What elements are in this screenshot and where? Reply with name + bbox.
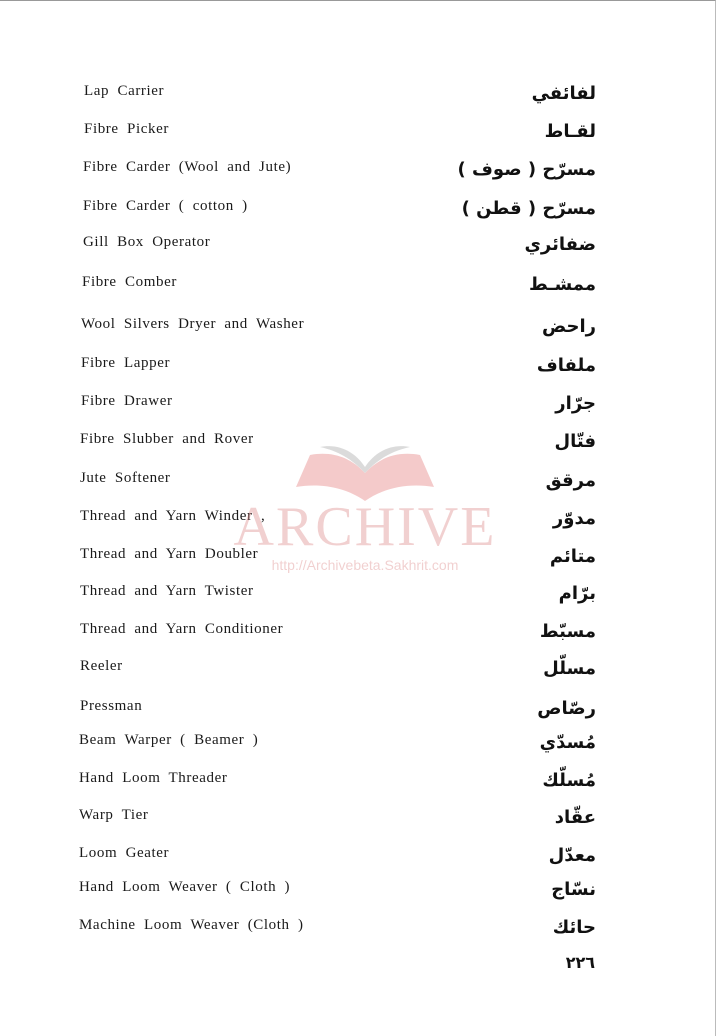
- english-term: Wool Silvers Dryer and Washer: [81, 316, 305, 332]
- arabic-term: مرقق: [545, 470, 596, 491]
- arabic-term: عقّاد: [554, 807, 596, 828]
- entry-row: [0, 508, 716, 538]
- english-term: Machine Loom Weaver (Cloth ): [79, 917, 304, 933]
- english-term: Jute Softener: [80, 470, 171, 486]
- entry-row: [0, 546, 716, 576]
- entry-row: [0, 274, 716, 304]
- arabic-term: معدّل: [548, 845, 596, 866]
- english-term: Thread and Yarn Doubler: [80, 546, 259, 562]
- entry-row: [0, 845, 716, 875]
- arabic-term: مُسدّي: [539, 732, 596, 753]
- entry-row: [0, 121, 716, 151]
- entry-row: [0, 621, 716, 651]
- entry-row: [0, 698, 716, 728]
- arabic-term: راحض: [541, 316, 596, 337]
- english-term: Reeler: [80, 658, 123, 674]
- page-number: ٢٢٦: [565, 953, 595, 972]
- english-term: Warp Tier: [79, 807, 149, 823]
- arabic-term: مسبّط: [539, 621, 596, 642]
- entry-row: [0, 917, 716, 947]
- arabic-term: ممشـط: [529, 274, 596, 295]
- entry-row: [0, 658, 716, 688]
- entry-row: [0, 355, 716, 385]
- arabic-term: مسرّح ( صوف ): [457, 159, 596, 180]
- arabic-term: مُسلّك: [542, 770, 596, 791]
- english-term: Fibre Lapper: [81, 355, 171, 371]
- arabic-term: مدوّر: [552, 508, 596, 529]
- english-term: Fibre Carder (Wool and Jute): [83, 159, 292, 175]
- english-term: Hand Loom Weaver ( Cloth ): [79, 879, 291, 895]
- arabic-term: رصّاص: [537, 698, 596, 719]
- english-term: Hand Loom Threader: [79, 770, 228, 786]
- arabic-term: فتّال: [554, 431, 596, 452]
- english-term: Fibre Carder ( cotton ): [83, 198, 248, 214]
- english-term: Thread and Yarn Twister: [80, 583, 254, 599]
- arabic-term: مسرّح ( قطن ): [461, 198, 596, 219]
- watermark-url: http://Archivebeta.Sakhrit.com: [271, 557, 459, 573]
- arabic-term: حائك: [552, 917, 596, 938]
- entry-row: [0, 583, 716, 613]
- arabic-term: ملفاف: [536, 355, 596, 376]
- english-term: Loom Geater: [79, 845, 170, 861]
- entry-row: [0, 234, 716, 264]
- entry-row: [0, 159, 716, 189]
- arabic-term: لفائفي: [531, 83, 596, 104]
- english-term: Thread and Yarn Winder ,: [80, 508, 266, 524]
- arabic-term: مسلّل: [543, 658, 596, 679]
- english-term: Fibre Picker: [84, 121, 169, 137]
- arabic-term: متائم: [549, 546, 596, 567]
- english-term: Beam Warper ( Beamer ): [79, 732, 259, 748]
- arabic-term: لقـاط: [544, 121, 596, 142]
- arabic-term: جرّار: [555, 393, 596, 414]
- english-term: Fibre Slubber and Rover: [80, 431, 254, 447]
- english-term: Lap Carrier: [84, 83, 165, 99]
- entry-row: [0, 879, 716, 909]
- arabic-term: ضفائري: [524, 234, 596, 255]
- arabic-term: نسّاج: [551, 879, 596, 900]
- entry-row: [0, 807, 716, 837]
- entry-row: [0, 470, 716, 500]
- english-term: Fibre Comber: [82, 274, 177, 290]
- entry-row: [0, 732, 716, 762]
- english-term: Thread and Yarn Conditioner: [80, 621, 284, 637]
- entry-row: [0, 431, 716, 461]
- english-term: Fibre Drawer: [81, 393, 173, 409]
- english-term: Pressman: [80, 698, 143, 714]
- entry-row: [0, 198, 716, 228]
- entry-row: [0, 83, 716, 113]
- entry-row: [0, 316, 716, 346]
- entry-row: [0, 770, 716, 800]
- watermark-title: ARCHIVE: [233, 496, 497, 558]
- arabic-term: برّام: [558, 583, 596, 604]
- entry-row: [0, 393, 716, 423]
- english-term: Gill Box Operator: [83, 234, 211, 250]
